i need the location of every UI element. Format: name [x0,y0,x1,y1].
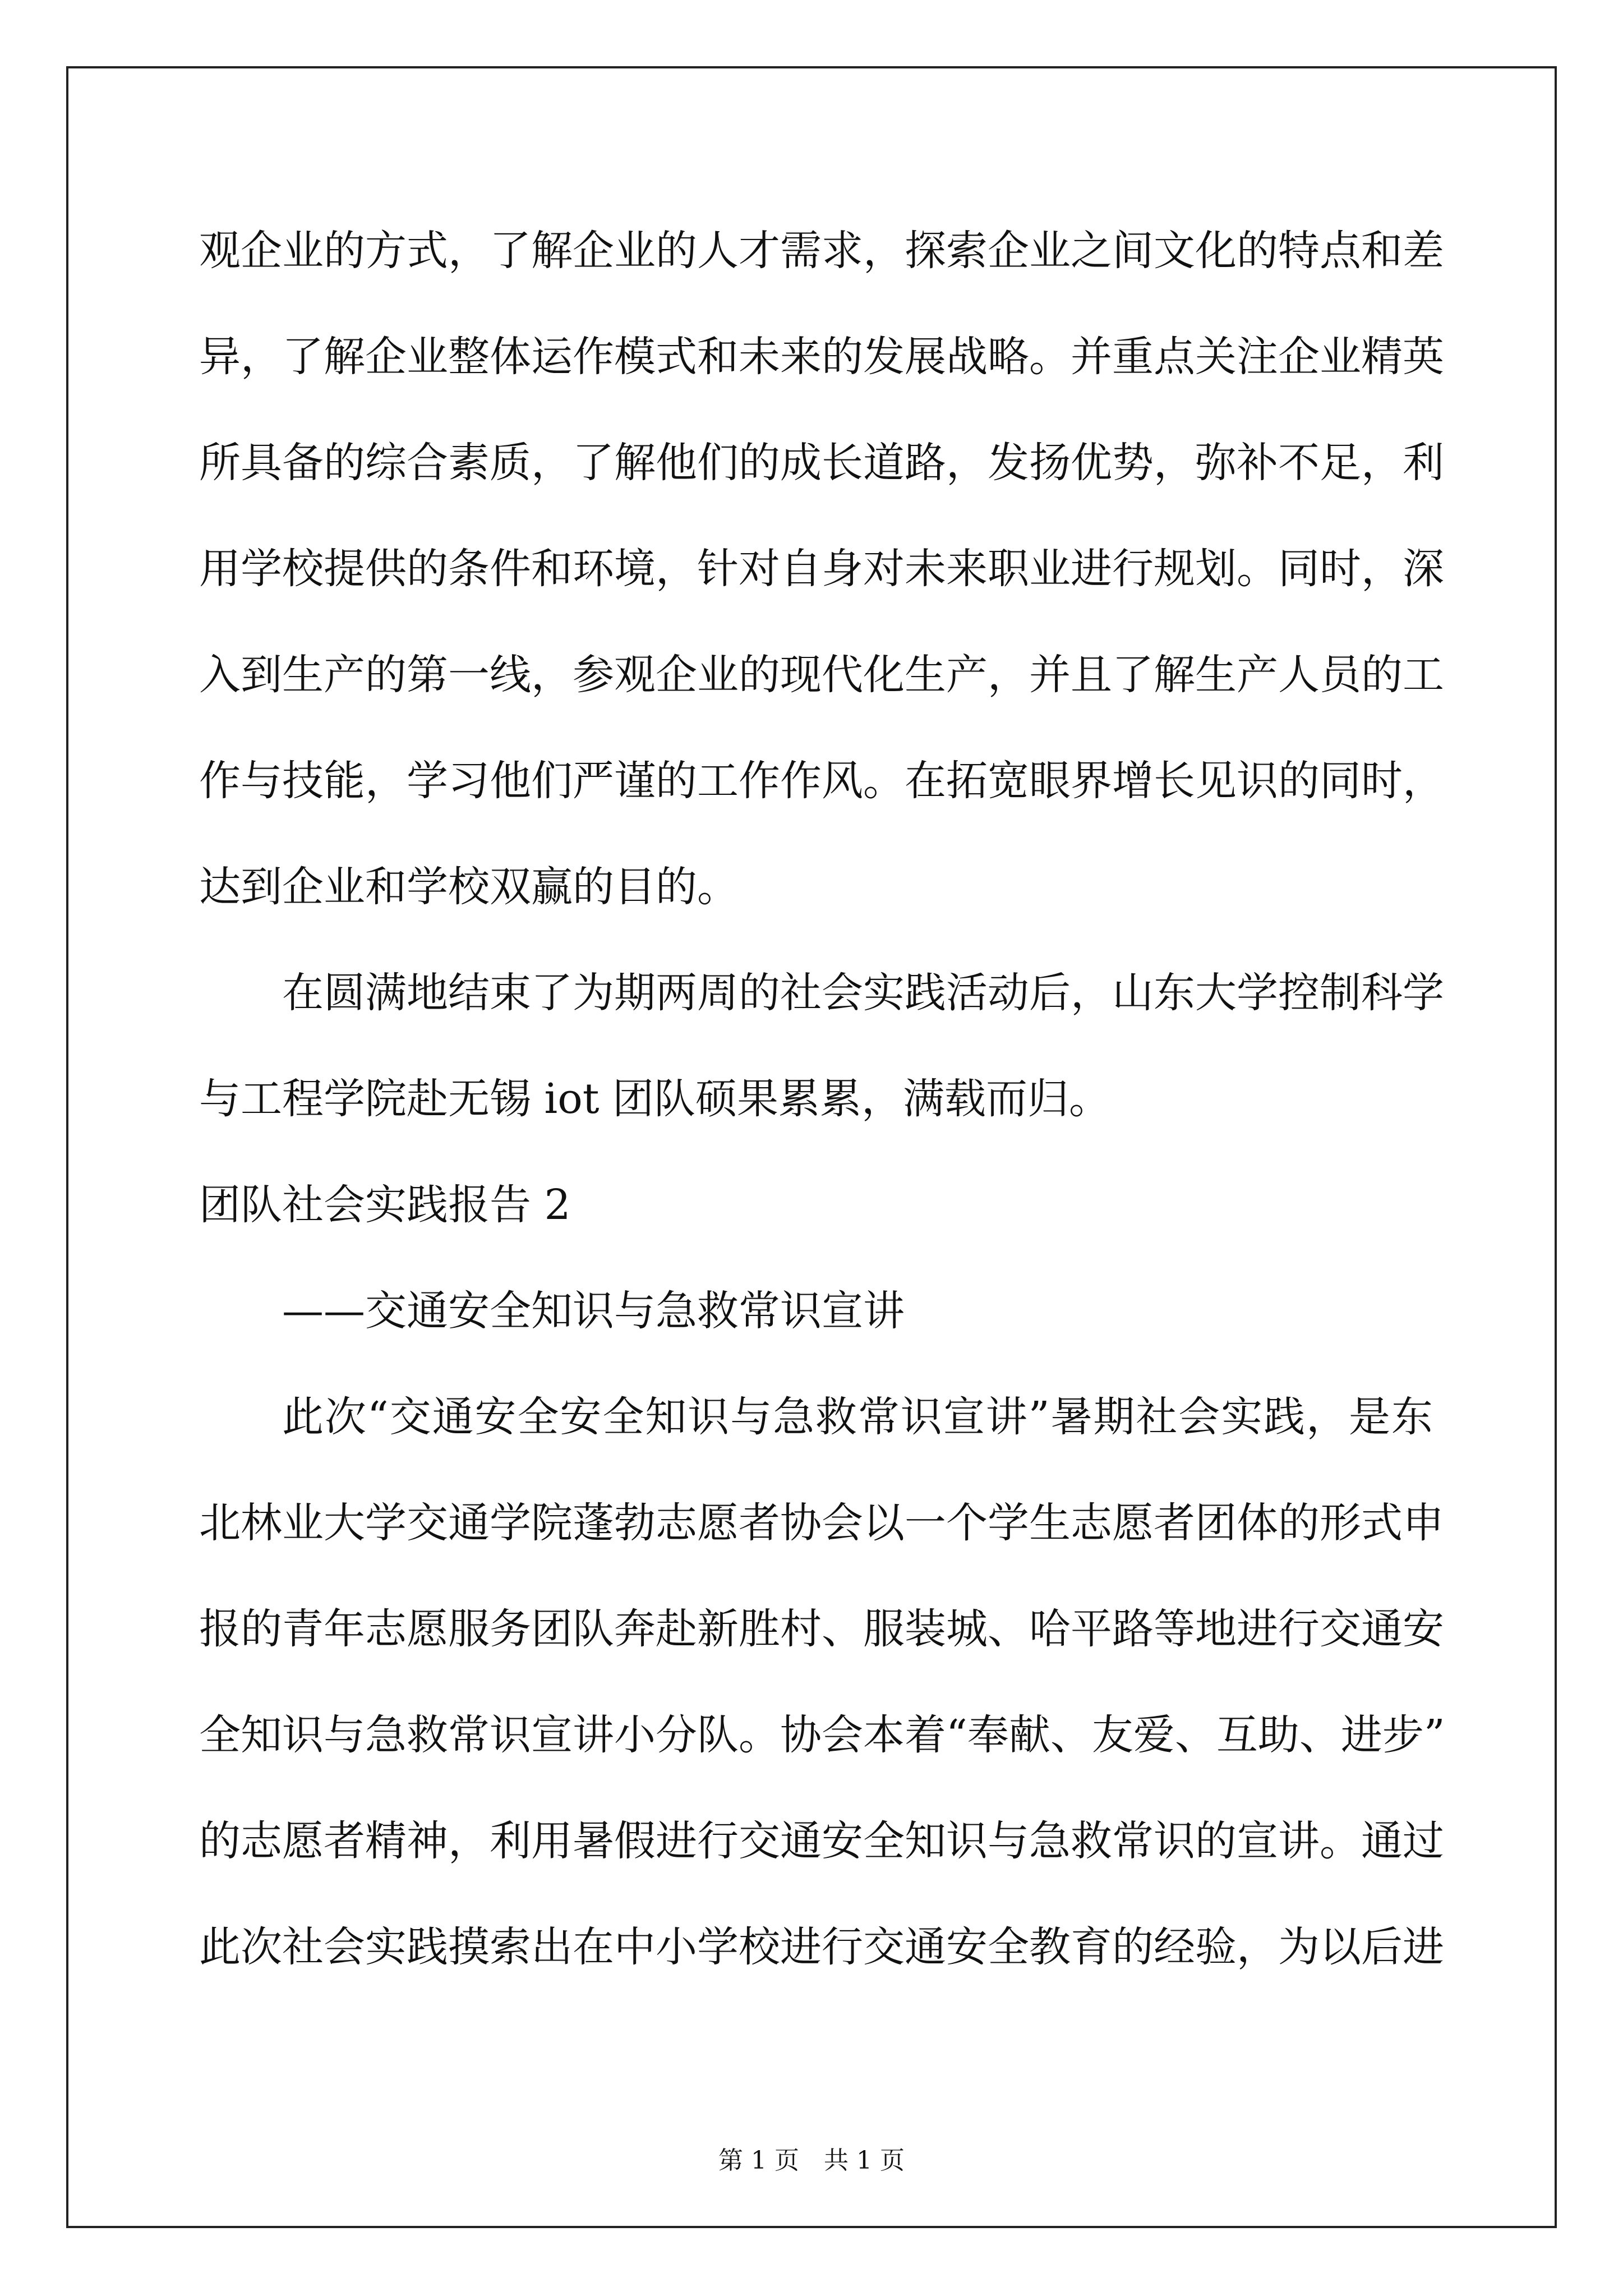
paragraph-line: 用学校提供的条件和环境，针对自身对未来职业进行规划。同时，深 [199,545,1444,593]
paragraph-line: 入到生产的第一线，参观企业的现代化生产，并且了解生产人员的工 [199,651,1444,699]
paragraph-line: 此次社会实践摸索出在中小学校进行交通安全教育的经验，为以后进 [199,1923,1444,1971]
section-heading: 团队社会实践报告 2 [199,1181,571,1229]
paragraph-line: 报的青年志愿服务团队奔赴新胜村、服装城、哈平路等地进行交通安 [199,1605,1444,1653]
paragraph-line: 此次“交通安全安全知识与急救常识宣讲”暑期社会实践，是东 [282,1393,1433,1441]
paragraph-line: 全知识与急救常识宣讲小分队。协会本着“奉献、友爱、互助、进步” [199,1711,1445,1759]
paragraph-line: 达到企业和学校双赢的目的。 [199,863,739,911]
paragraph-line: 在圆满地结束了为期两周的社会实践活动后，山东大学控制科学 [282,969,1444,1017]
page-border [66,66,1557,2228]
paragraph-line: 所具备的综合素质，了解他们的成长道路，发扬优势，弥补不足，利 [199,439,1444,487]
paragraph-line: 异，了解企业整体运作模式和未来的发展战略。并重点关注企业精英 [199,333,1444,381]
paragraph-line: 作与技能，学习他们严谨的工作作风。在拓宽眼界增长见识的同时， [199,757,1444,805]
paragraph-line: 北林业大学交通学院蓬勃志愿者协会以一个学生志愿者团体的形式申 [199,1499,1444,1547]
paragraph-line: 观企业的方式，了解企业的人才需求，探索企业之间文化的特点和差 [199,227,1444,275]
section-subheading: ——交通安全知识与急救常识宣讲 [282,1287,905,1335]
paragraph-line: 与工程学院赴无锡 iot 团队硕果累累，满载而归。 [199,1075,1110,1123]
paragraph-line: 的志愿者精神，利用暑假进行交通安全知识与急救常识的宣讲。通过 [199,1817,1444,1865]
page-footer: 第 1 页 共 1 页 [718,2146,905,2175]
